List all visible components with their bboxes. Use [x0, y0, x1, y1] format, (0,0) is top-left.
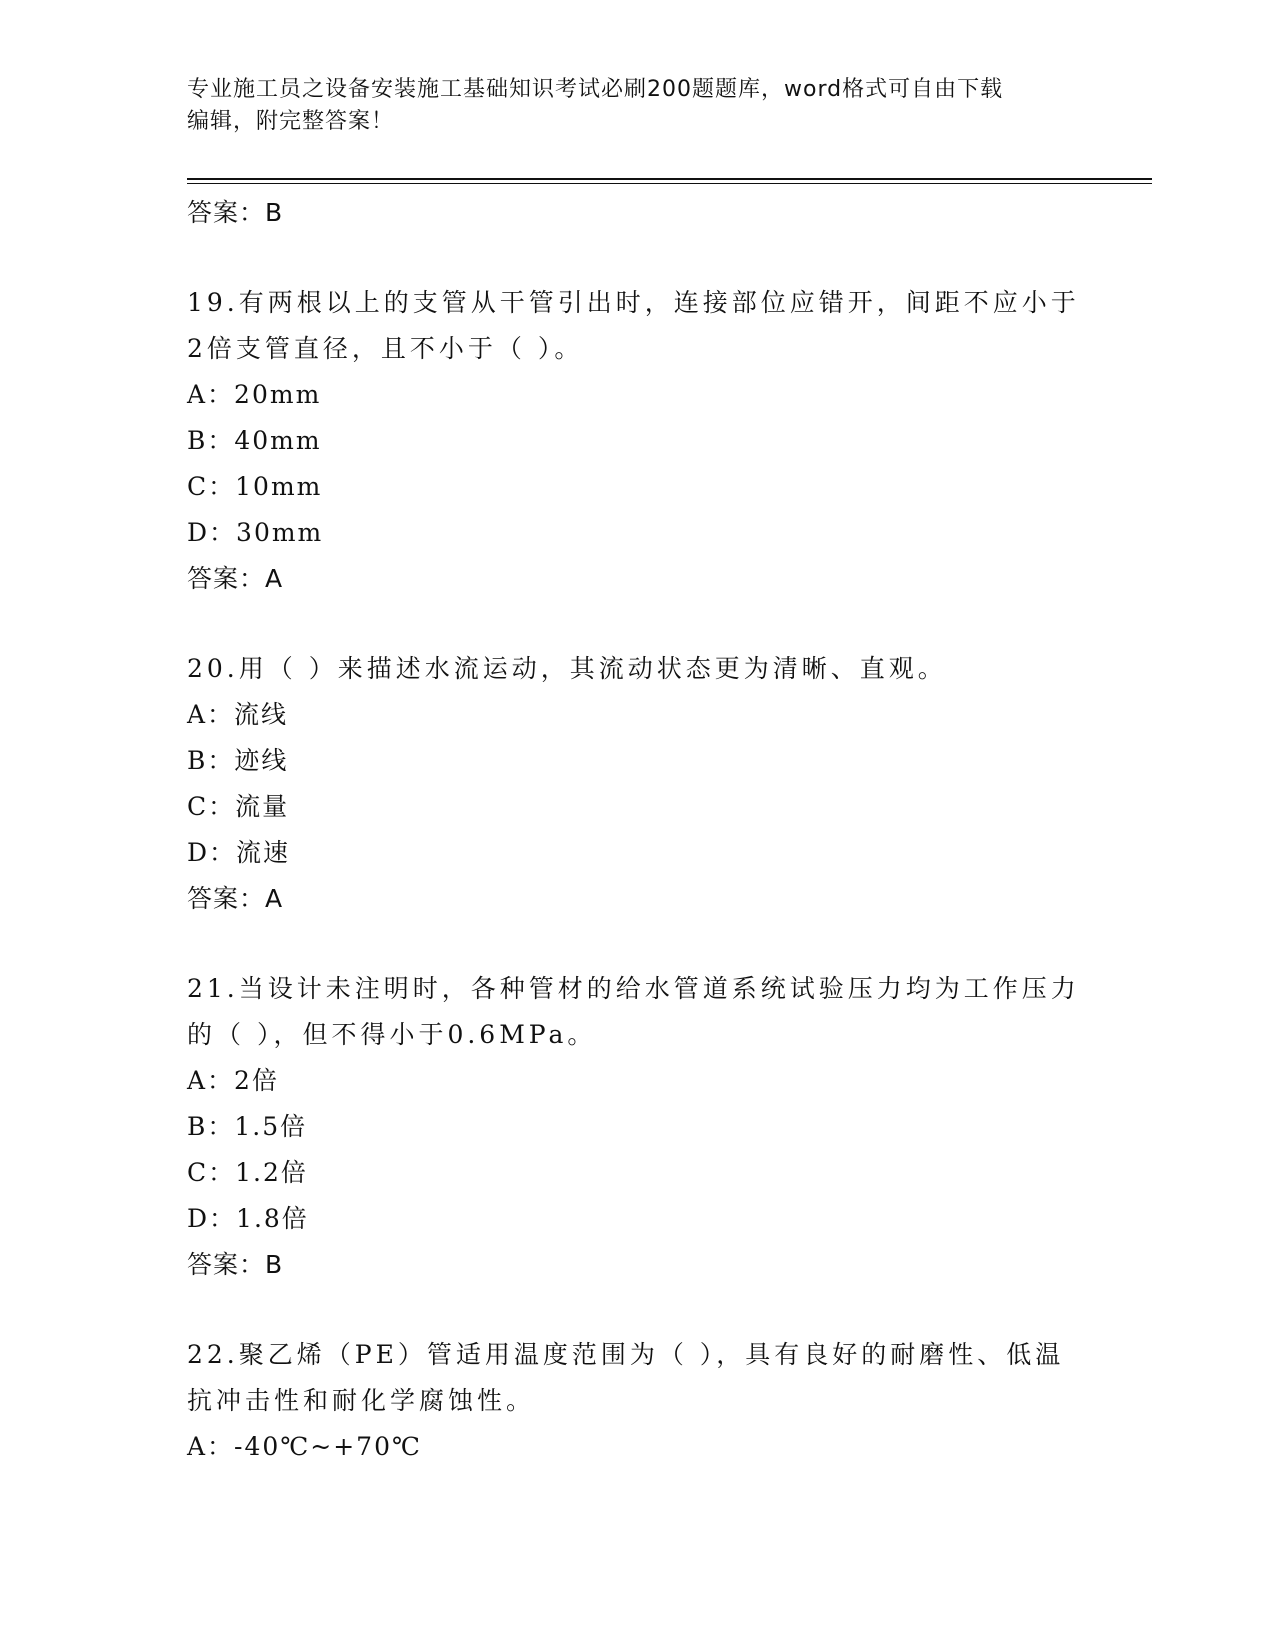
spacer — [187, 1288, 1087, 1332]
question-19-option-d: D：30mm — [187, 518, 324, 547]
question-21-answer: 答案：B — [187, 1250, 284, 1279]
question-19-answer: 答案：A — [187, 564, 284, 593]
question-21-option-c: C：1.2倍 — [187, 1158, 308, 1187]
question-22-option-a: A：-40℃~+70℃ — [187, 1432, 422, 1461]
question-20-text-line-1: 20.用（ ）来描述水流运动，其流动状态更为清晰、直观。 — [187, 654, 947, 683]
question-21-text-line-2: 的（ ），但不得小于0.6MPa。 — [187, 1020, 597, 1049]
question-21-option-d: D：1.8倍 — [187, 1204, 309, 1233]
question-20-answer: 答案：A — [187, 884, 284, 913]
question-20 — [187, 646, 1087, 922]
spacer — [187, 602, 1087, 646]
header-divider-thin — [187, 183, 1152, 184]
question-22 — [187, 1332, 1087, 1470]
question-22-text-line-2: 抗冲击性和耐化学腐蚀性。 — [187, 1386, 536, 1415]
question-19 — [187, 280, 1087, 602]
spacer — [187, 236, 1087, 280]
header-line-2: 编辑，附完整答案！ — [187, 109, 395, 134]
answer-previous-question: 答案：B — [187, 198, 284, 227]
question-20-option-b: B：迹线 — [187, 746, 289, 775]
page-header — [187, 74, 1067, 138]
question-19-text-line-2: 2倍支管直径，且不小于（ ）。 — [187, 334, 584, 363]
question-20-option-c: C：流量 — [187, 792, 290, 821]
question-19-option-b: B：40mm — [187, 426, 322, 455]
spacer — [187, 922, 1087, 966]
question-21-option-b: B：1.5倍 — [187, 1112, 308, 1141]
question-22-text-line-1: 22.聚乙烯（PE）管适用温度范围为（ ），具有良好的耐磨性、低温 — [187, 1340, 1065, 1369]
question-21-text-line-1: 21.当设计未注明时，各种管材的给水管道系统试验压力均为工作压力 — [187, 974, 1080, 1003]
question-21-option-a: A：2倍 — [187, 1066, 279, 1095]
question-20-option-d: D：流速 — [187, 838, 291, 867]
question-20-option-a: A：流线 — [187, 700, 289, 729]
header-divider-thick — [187, 178, 1152, 180]
question-19-option-c: C：10mm — [187, 472, 323, 501]
question-content — [187, 190, 1087, 1470]
question-21 — [187, 966, 1087, 1288]
question-19-text-line-1: 19.有两根以上的支管从干管引出时，连接部位应错开，间距不应小于 — [187, 288, 1080, 317]
question-19-option-a: A：20mm — [187, 380, 322, 409]
header-line-1: 专业施工员之设备安装施工基础知识考试必刷200题题库，word格式可自由下载 — [187, 77, 1004, 102]
